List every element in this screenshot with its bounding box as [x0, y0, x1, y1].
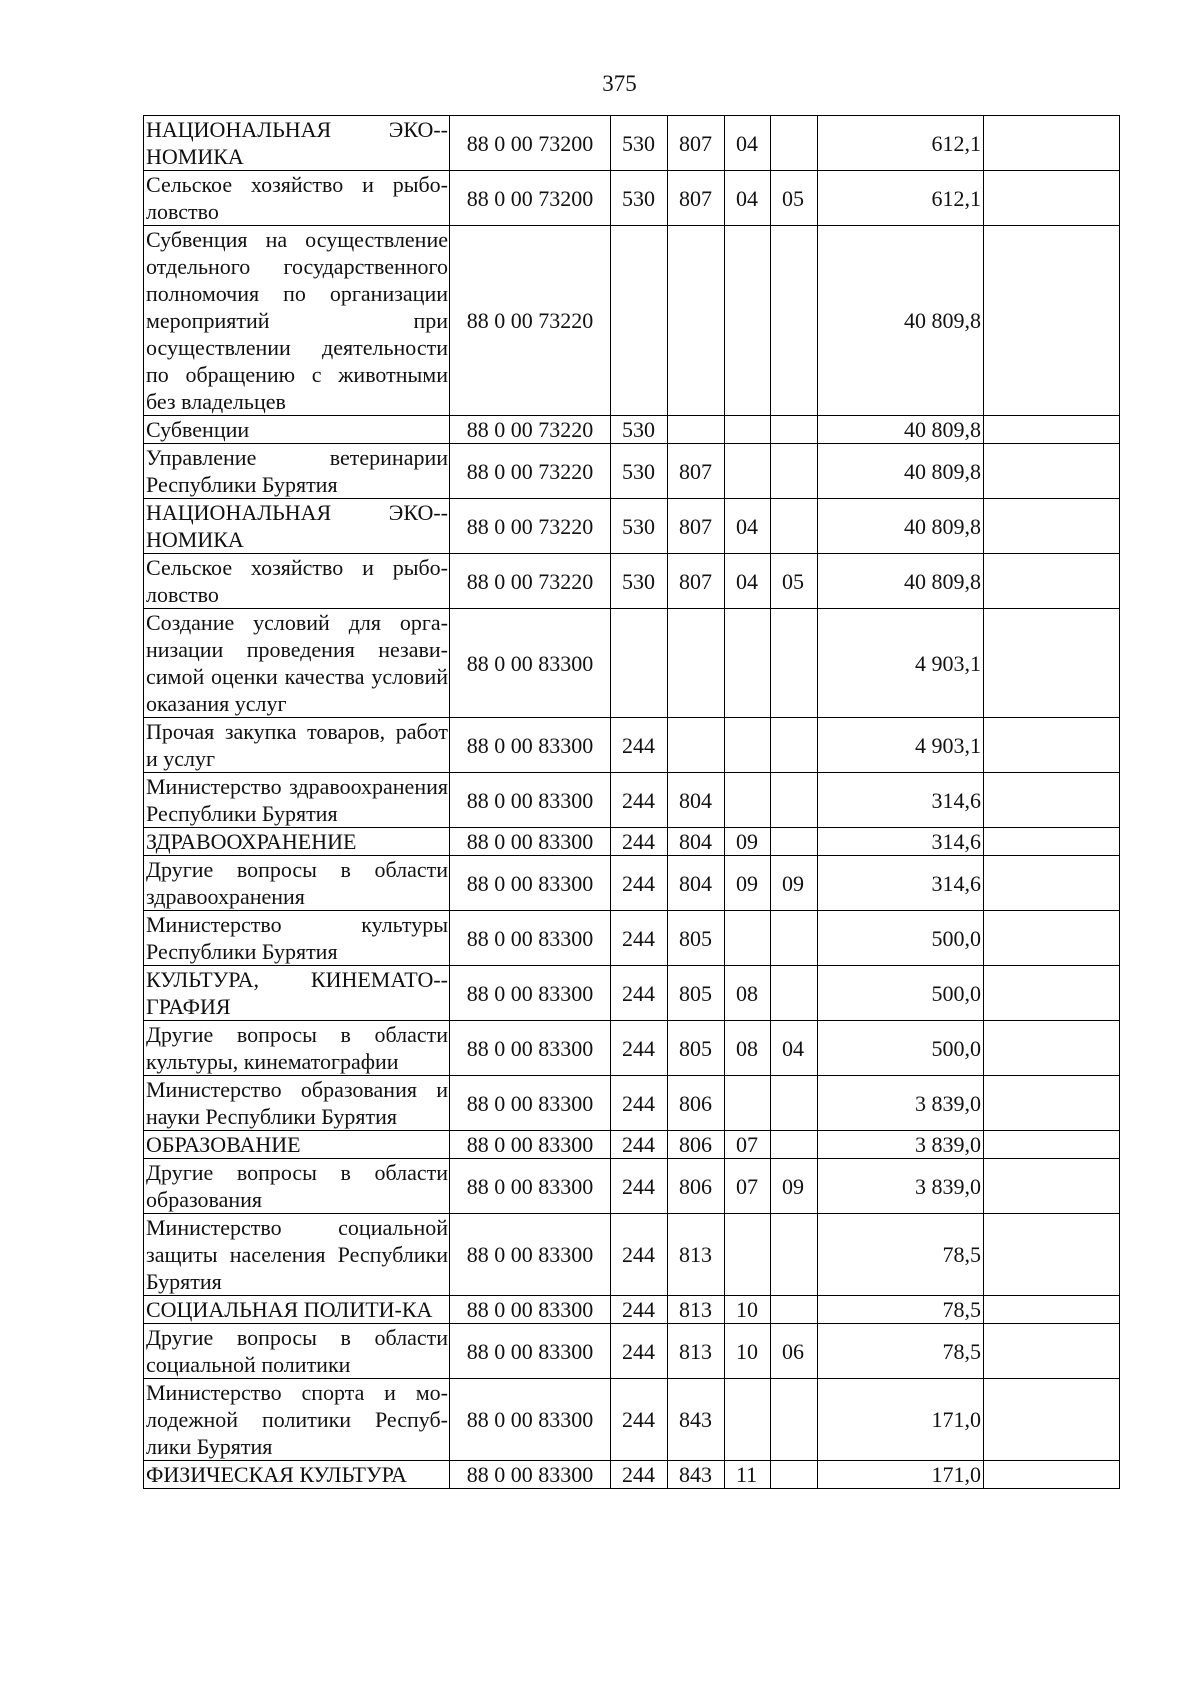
expense-type-cell: 530 — [611, 499, 668, 554]
table-row — [144, 828, 1120, 856]
amount-cell: 4 903,1 — [818, 609, 984, 718]
table-row — [144, 1324, 1120, 1379]
amount-cell: 78,5 — [818, 1214, 984, 1296]
expense-type-cell: 530 — [611, 116, 668, 171]
ministry-code-cell: 807 — [668, 171, 725, 226]
extra-cell — [984, 1021, 1120, 1076]
extra-cell — [984, 1159, 1120, 1214]
expense-type-cell: 244 — [611, 1076, 668, 1131]
expense-type-cell: 244 — [611, 911, 668, 966]
expense-type-cell: 244 — [611, 966, 668, 1021]
target-article-cell: 88 0 00 73220 — [450, 226, 611, 416]
row-name-cell: Министерство спорта и молодежной политики Республики Бурятия — [144, 1379, 450, 1461]
table-row — [144, 554, 1120, 609]
row-name-cell: Министерство образования и науки Республики Бурятия — [144, 1076, 450, 1131]
subsection-code-cell — [771, 773, 818, 828]
extra-cell — [984, 966, 1120, 1021]
expense-type-cell: 530 — [611, 171, 668, 226]
table-row — [144, 1131, 1120, 1159]
ministry-code-cell: 804 — [668, 773, 725, 828]
subsection-code-cell: 09 — [771, 1159, 818, 1214]
amount-cell: 612,1 — [818, 171, 984, 226]
row-name-cell: Создание условий для организации проведения независимой оценки качества условий оказания услуг — [144, 609, 450, 718]
expense-type-cell: 530 — [611, 554, 668, 609]
target-article-cell: 88 0 00 83300 — [450, 966, 611, 1021]
table-row — [144, 1379, 1120, 1461]
ministry-code-cell: 813 — [668, 1296, 725, 1324]
section-code-cell: 04 — [725, 171, 771, 226]
amount-cell: 171,0 — [818, 1461, 984, 1489]
ministry-code-cell: 806 — [668, 1076, 725, 1131]
amount-cell: 500,0 — [818, 966, 984, 1021]
extra-cell — [984, 1461, 1120, 1489]
table-row — [144, 718, 1120, 773]
extra-cell — [984, 773, 1120, 828]
target-article-cell: 88 0 00 83300 — [450, 1159, 611, 1214]
section-code-cell: 08 — [725, 1021, 771, 1076]
row-name-cell: ЗДРАВООХРАНЕНИЕ — [144, 828, 450, 856]
section-code-cell — [725, 416, 771, 444]
table-row — [144, 1296, 1120, 1324]
row-name-cell: Сельское хозяйство и рыболовство — [144, 554, 450, 609]
ministry-code-cell: 807 — [668, 116, 725, 171]
subsection-code-cell — [771, 1379, 818, 1461]
subsection-code-cell — [771, 116, 818, 171]
section-code-cell: 09 — [725, 828, 771, 856]
subsection-code-cell — [771, 444, 818, 499]
section-code-cell — [725, 1076, 771, 1131]
ministry-code-cell — [668, 226, 725, 416]
row-name-cell: СОЦИАЛЬНАЯ ПОЛИТИ-КА — [144, 1296, 450, 1324]
target-article-cell: 88 0 00 73220 — [450, 416, 611, 444]
extra-cell — [984, 444, 1120, 499]
section-code-cell: 04 — [725, 116, 771, 171]
table-row — [144, 609, 1120, 718]
amount-cell: 4 903,1 — [818, 718, 984, 773]
subsection-code-cell — [771, 828, 818, 856]
target-article-cell: 88 0 00 83300 — [450, 1461, 611, 1489]
table-row — [144, 499, 1120, 554]
expense-type-cell — [611, 226, 668, 416]
target-article-cell: 88 0 00 83300 — [450, 609, 611, 718]
amount-cell: 171,0 — [818, 1379, 984, 1461]
table-row — [144, 171, 1120, 226]
ministry-code-cell: 806 — [668, 1159, 725, 1214]
subsection-code-cell — [771, 966, 818, 1021]
target-article-cell: 88 0 00 83300 — [450, 1379, 611, 1461]
ministry-code-cell: 805 — [668, 911, 725, 966]
target-article-cell: 88 0 00 83300 — [450, 1324, 611, 1379]
section-code-cell: 07 — [725, 1131, 771, 1159]
row-name-cell: КУЛЬТУРА, КИНЕМАТО-ГРАФИЯ — [144, 966, 450, 1021]
ministry-code-cell: 807 — [668, 499, 725, 554]
section-code-cell — [725, 1379, 771, 1461]
amount-cell: 500,0 — [818, 1021, 984, 1076]
section-code-cell: 08 — [725, 966, 771, 1021]
extra-cell — [984, 226, 1120, 416]
subsection-code-cell: 04 — [771, 1021, 818, 1076]
section-code-cell — [725, 226, 771, 416]
row-name-cell: Субвенция на осуществление отдельного государственного полномочия по организации мероприятий при осуществлении деятельности по обращению с животными без владельцев — [144, 226, 450, 416]
expense-type-cell: 530 — [611, 444, 668, 499]
section-code-cell: 09 — [725, 856, 771, 911]
extra-cell — [984, 171, 1120, 226]
extra-cell — [984, 609, 1120, 718]
ministry-code-cell: 805 — [668, 1021, 725, 1076]
target-article-cell: 88 0 00 83300 — [450, 718, 611, 773]
subsection-code-cell — [771, 1461, 818, 1489]
expense-type-cell: 244 — [611, 856, 668, 911]
section-code-cell: 10 — [725, 1324, 771, 1379]
subsection-code-cell — [771, 1131, 818, 1159]
extra-cell — [984, 499, 1120, 554]
table-row — [144, 856, 1120, 911]
expense-type-cell: 244 — [611, 1214, 668, 1296]
amount-cell: 40 809,8 — [818, 226, 984, 416]
target-article-cell: 88 0 00 83300 — [450, 1214, 611, 1296]
expense-type-cell: 244 — [611, 1131, 668, 1159]
subsection-code-cell — [771, 416, 818, 444]
subsection-code-cell — [771, 609, 818, 718]
subsection-code-cell — [771, 718, 818, 773]
target-article-cell: 88 0 00 83300 — [450, 1131, 611, 1159]
expense-type-cell: 244 — [611, 828, 668, 856]
table-row — [144, 1076, 1120, 1131]
row-name-cell: Сельское хозяйство и рыболовство — [144, 171, 450, 226]
extra-cell — [984, 718, 1120, 773]
target-article-cell: 88 0 00 83300 — [450, 856, 611, 911]
row-name-cell: Другие вопросы в области социальной политики — [144, 1324, 450, 1379]
ministry-code-cell — [668, 416, 725, 444]
row-name-cell: ФИЗИЧЕСКАЯ КУЛЬТУРА — [144, 1461, 450, 1489]
row-name-cell: Министерство здравоохранения Республики Бурятия — [144, 773, 450, 828]
expense-type-cell: 244 — [611, 1324, 668, 1379]
extra-cell — [984, 1379, 1120, 1461]
subsection-code-cell — [771, 1214, 818, 1296]
section-code-cell: 04 — [725, 499, 771, 554]
target-article-cell: 88 0 00 83300 — [450, 911, 611, 966]
subsection-code-cell — [771, 499, 818, 554]
amount-cell: 40 809,8 — [818, 444, 984, 499]
amount-cell: 3 839,0 — [818, 1159, 984, 1214]
table-row — [144, 1214, 1120, 1296]
extra-cell — [984, 828, 1120, 856]
target-article-cell: 88 0 00 83300 — [450, 1296, 611, 1324]
amount-cell: 40 809,8 — [818, 416, 984, 444]
subsection-code-cell — [771, 226, 818, 416]
row-name-cell: Управление ветеринарии Республики Бурятия — [144, 444, 450, 499]
row-name-cell: Прочая закупка товаров, работ и услуг — [144, 718, 450, 773]
table-row — [144, 911, 1120, 966]
target-article-cell: 88 0 00 73220 — [450, 554, 611, 609]
row-name-cell: Другие вопросы в области образования — [144, 1159, 450, 1214]
section-code-cell: 11 — [725, 1461, 771, 1489]
amount-cell: 78,5 — [818, 1324, 984, 1379]
table-row — [144, 416, 1120, 444]
ministry-code-cell: 843 — [668, 1461, 725, 1489]
amount-cell: 40 809,8 — [818, 554, 984, 609]
subsection-code-cell — [771, 1296, 818, 1324]
extra-cell — [984, 856, 1120, 911]
extra-cell — [984, 416, 1120, 444]
section-code-cell — [725, 911, 771, 966]
ministry-code-cell: 813 — [668, 1324, 725, 1379]
section-code-cell — [725, 718, 771, 773]
expense-type-cell: 244 — [611, 1379, 668, 1461]
target-article-cell: 88 0 00 73220 — [450, 444, 611, 499]
table-row — [144, 1461, 1120, 1489]
section-code-cell — [725, 1214, 771, 1296]
ministry-code-cell: 804 — [668, 828, 725, 856]
table-row — [144, 444, 1120, 499]
expense-type-cell: 244 — [611, 1159, 668, 1214]
extra-cell — [984, 1296, 1120, 1324]
table-row — [144, 116, 1120, 171]
amount-cell: 3 839,0 — [818, 1131, 984, 1159]
target-article-cell: 88 0 00 73220 — [450, 499, 611, 554]
table-row — [144, 1021, 1120, 1076]
section-code-cell: 10 — [725, 1296, 771, 1324]
amount-cell: 3 839,0 — [818, 1076, 984, 1131]
subsection-code-cell: 09 — [771, 856, 818, 911]
table-body — [144, 116, 1120, 1489]
target-article-cell: 88 0 00 73200 — [450, 116, 611, 171]
extra-cell — [984, 1076, 1120, 1131]
subsection-code-cell: 05 — [771, 554, 818, 609]
extra-cell — [984, 1131, 1120, 1159]
subsection-code-cell — [771, 911, 818, 966]
amount-cell: 314,6 — [818, 828, 984, 856]
target-article-cell: 88 0 00 83300 — [450, 1076, 611, 1131]
target-article-cell: 88 0 00 83300 — [450, 828, 611, 856]
ministry-code-cell — [668, 718, 725, 773]
extra-cell — [984, 554, 1120, 609]
table-row — [144, 966, 1120, 1021]
ministry-code-cell: 806 — [668, 1131, 725, 1159]
expense-type-cell: 244 — [611, 1461, 668, 1489]
target-article-cell: 88 0 00 83300 — [450, 773, 611, 828]
subsection-code-cell: 05 — [771, 171, 818, 226]
expense-type-cell: 244 — [611, 773, 668, 828]
ministry-code-cell — [668, 609, 725, 718]
target-article-cell: 88 0 00 73200 — [450, 171, 611, 226]
expense-type-cell: 244 — [611, 718, 668, 773]
expense-type-cell: 244 — [611, 1021, 668, 1076]
extra-cell — [984, 1324, 1120, 1379]
amount-cell: 40 809,8 — [818, 499, 984, 554]
extra-cell — [984, 1214, 1120, 1296]
ministry-code-cell: 813 — [668, 1214, 725, 1296]
section-code-cell — [725, 609, 771, 718]
row-name-cell: ОБРАЗОВАНИЕ — [144, 1131, 450, 1159]
amount-cell: 78,5 — [818, 1296, 984, 1324]
row-name-cell: НАЦИОНАЛЬНАЯ ЭКО-НОМИКА — [144, 116, 450, 171]
ministry-code-cell: 805 — [668, 966, 725, 1021]
row-name-cell: Другие вопросы в области здравоохранения — [144, 856, 450, 911]
section-code-cell: 04 — [725, 554, 771, 609]
expense-type-cell: 244 — [611, 1296, 668, 1324]
table-row — [144, 1159, 1120, 1214]
section-code-cell — [725, 773, 771, 828]
amount-cell: 612,1 — [818, 116, 984, 171]
target-article-cell: 88 0 00 83300 — [450, 1021, 611, 1076]
amount-cell: 314,6 — [818, 773, 984, 828]
extra-cell — [984, 911, 1120, 966]
amount-cell: 314,6 — [818, 856, 984, 911]
expense-type-cell: 530 — [611, 416, 668, 444]
row-name-cell: Другие вопросы в области культуры, кинематографии — [144, 1021, 450, 1076]
row-name-cell: НАЦИОНАЛЬНАЯ ЭКО-НОМИКА — [144, 499, 450, 554]
budget-table — [143, 115, 1120, 1489]
row-name-cell: Субвенции — [144, 416, 450, 444]
subsection-code-cell: 06 — [771, 1324, 818, 1379]
expense-type-cell — [611, 609, 668, 718]
ministry-code-cell: 804 — [668, 856, 725, 911]
ministry-code-cell: 807 — [668, 554, 725, 609]
table-row — [144, 773, 1120, 828]
page-number: 375 — [602, 71, 637, 96]
ministry-code-cell: 807 — [668, 444, 725, 499]
ministry-code-cell: 843 — [668, 1379, 725, 1461]
subsection-code-cell — [771, 1076, 818, 1131]
section-code-cell: 07 — [725, 1159, 771, 1214]
row-name-cell: Министерство социальной защиты населения Республики Бурятия — [144, 1214, 450, 1296]
extra-cell — [984, 116, 1120, 171]
section-code-cell — [725, 444, 771, 499]
amount-cell: 500,0 — [818, 911, 984, 966]
row-name-cell: Министерство культуры Республики Бурятия — [144, 911, 450, 966]
table-row — [144, 226, 1120, 416]
